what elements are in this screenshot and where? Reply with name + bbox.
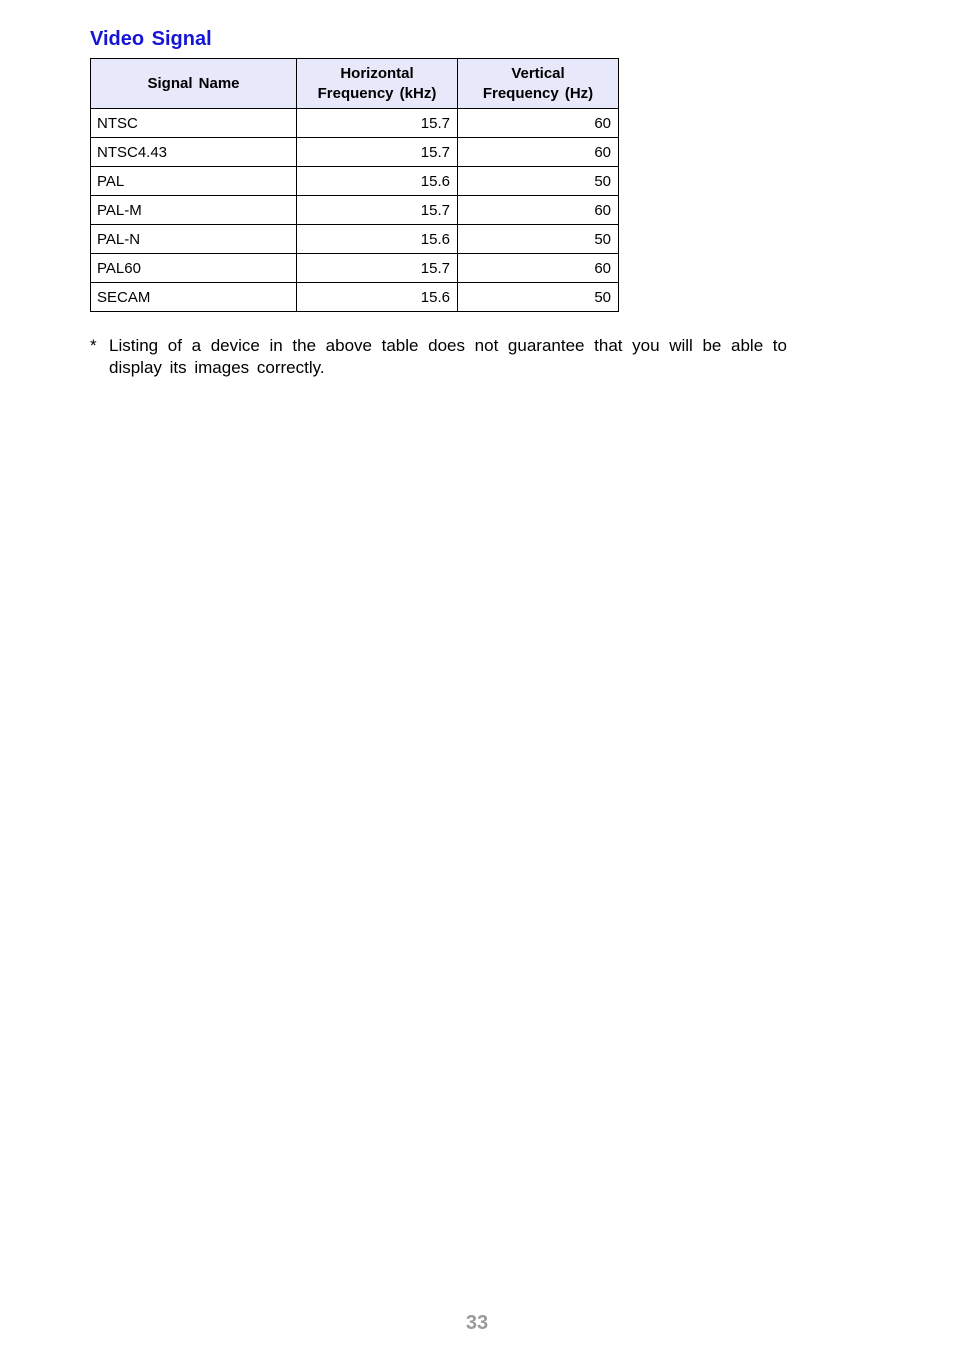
table-row: [91, 196, 619, 225]
cell-vertical-frequency: 60: [458, 196, 619, 225]
table-row: [91, 138, 619, 167]
header-horizontal-line1: Horizontal: [340, 64, 414, 82]
cell-signal-name: PAL-N: [91, 225, 297, 254]
table-row: [91, 167, 619, 196]
header-vertical-frequency: [458, 59, 619, 109]
cell-vertical-frequency: 60: [458, 109, 619, 138]
cell-horizontal-frequency: 15.7: [297, 254, 458, 283]
video-signal-table: [90, 58, 619, 312]
cell-vertical-frequency: 50: [458, 167, 619, 196]
footnote: [90, 335, 787, 379]
cell-vertical-frequency: 50: [458, 283, 619, 312]
cell-horizontal-frequency: 15.6: [297, 167, 458, 196]
header-signal-name: [91, 59, 297, 109]
section-heading: Video Signal: [90, 28, 212, 50]
cell-vertical-frequency: 50: [458, 225, 619, 254]
cell-vertical-frequency: 60: [458, 254, 619, 283]
table-row: [91, 109, 619, 138]
cell-horizontal-frequency: 15.6: [297, 283, 458, 312]
table-header-row: [91, 59, 619, 109]
header-horizontal-line2: Frequency (kHz): [317, 84, 437, 102]
cell-signal-name: NTSC4.43: [91, 138, 297, 167]
cell-signal-name: SECAM: [91, 283, 297, 312]
header-horizontal-frequency: [297, 59, 458, 109]
header-signal-name-label: Signal Name: [147, 74, 240, 92]
cell-signal-name: PAL: [91, 167, 297, 196]
cell-horizontal-frequency: 15.7: [297, 138, 458, 167]
table-row: [91, 283, 619, 312]
footnote-asterisk: *: [90, 336, 97, 355]
table-header: [91, 59, 619, 109]
cell-horizontal-frequency: 15.6: [297, 225, 458, 254]
footnote-text: Listing of a device in the above table does not guarantee that you will be able to display its images correctly.: [109, 336, 787, 377]
header-vertical-line1: Vertical: [511, 64, 565, 82]
page-number: 33: [465, 1312, 489, 1334]
cell-horizontal-frequency: 15.7: [297, 196, 458, 225]
table-row: [91, 225, 619, 254]
table-body: [91, 109, 619, 312]
cell-signal-name: PAL60: [91, 254, 297, 283]
header-vertical-line2: Frequency (Hz): [482, 84, 594, 102]
cell-vertical-frequency: 60: [458, 138, 619, 167]
cell-signal-name: NTSC: [91, 109, 297, 138]
cell-horizontal-frequency: 15.7: [297, 109, 458, 138]
cell-signal-name: PAL-M: [91, 196, 297, 225]
table-row: [91, 254, 619, 283]
